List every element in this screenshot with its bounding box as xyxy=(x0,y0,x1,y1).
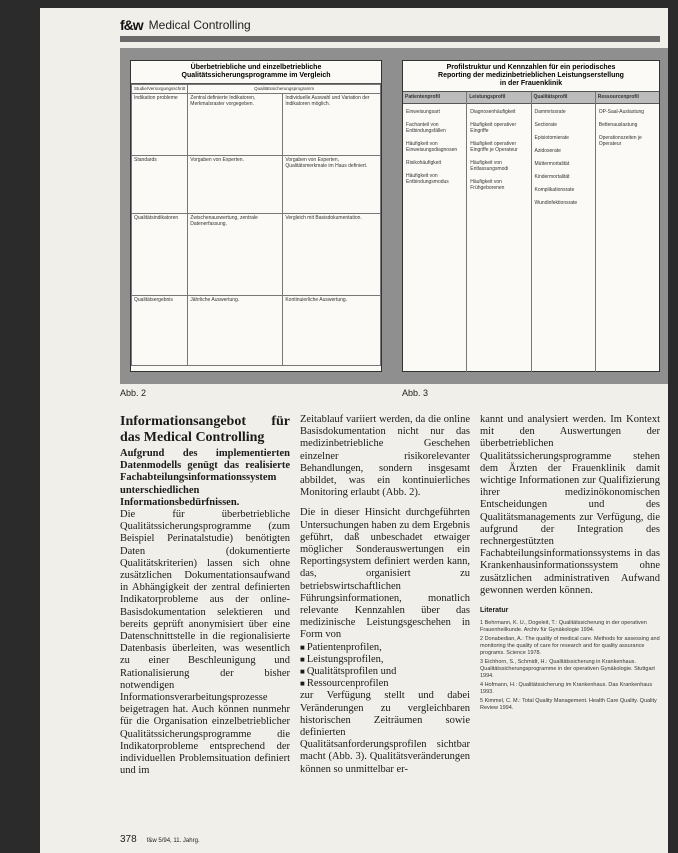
text-column-1 xyxy=(120,414,290,777)
fig2-col-header-left: Studie/Versorgungsschritt xyxy=(132,85,188,94)
list-item: Dammrissrate xyxy=(534,109,566,115)
body-paragraph: zur Verfügung stellt und dabei Veränderungen zu vergleichbaren historischen Zeiträumen sowie definierten Qualitätsanforderungsprofilen sichtbar macht (Abb. 3). Qualitätsveränderungen können so unmittelbar er- xyxy=(300,690,470,775)
body-paragraph: kannt und analysiert werden. Im Kontext mit den Auswertungen der überbetrieblichen Qualitätssicherungsprogramme stehen dem Ärzten der Frauenklinik damit wichtige Informationen zur Qualifizierung ihrer medizinökonomischen Entscheidungen und des Qualitätsmanagements zur Verfügung, die aufgrund der Integration des rechnergestützten Fachabteilungsinformationssystems in das Krankenhausinformationssystem ohne zusätzlichen administrativen Aufwand gewonnen werden können. xyxy=(480,414,660,596)
list-item: Fachanteil von Entbindungsfällen xyxy=(406,122,446,134)
list-item: Häufigkeit operativer Eingriffe xyxy=(470,122,517,134)
list-item: ■ Ressourcenprofilen xyxy=(300,678,470,690)
list-item: 4 Hofmann, H.: Qualitätssicherung im Krankenhaus. Das Krankenhaus 1993. xyxy=(480,682,653,696)
text-column-3 xyxy=(480,414,660,714)
list-item: Operationszeiten je Operateur xyxy=(598,135,642,147)
profile-column-quality: Qualitätsprofil Dammrissrate Sectiorate Episiotomierate Azidoserate Müttermortalität Kindermortalität Komplikationsrate Wundinfektionsrate xyxy=(532,92,596,372)
text-column-2 xyxy=(300,414,470,776)
body-paragraph: Die in dieser Hinsicht durchgeführten Untersuchungen haben zu dem Ergebnis geführt, daß unbeschadet etwaiger möglicher Sonderauswertungen ein Reportingsystem definiert werden kann, das, organisiert zu betriebswirtschaftlichen Führungsinformationen, monatlich relevante Kennzahlen über das medizinische Leistungsgeschehen in Form von xyxy=(300,507,470,641)
lead-paragraph: Aufgrund des implementierten Datenmodells genügt das realisierte Fachabteilungsinformationssystem unterschiedlichen Informationsbedürfnissen. xyxy=(120,448,290,508)
figure-3-columns xyxy=(403,92,659,372)
list-item: OP-Saal-Auslastung xyxy=(598,109,645,115)
page-footer xyxy=(120,834,200,845)
figure-2-title: Überbetriebliche und einzelbetriebliche Qualitätssicherungsprogramme im Vergleich xyxy=(131,61,381,84)
list-item: Häufigkeit von Entbindungsmodus xyxy=(406,173,449,185)
list-item: Kindermortalität xyxy=(534,174,570,180)
profile-column-performance: Leistungsprofil Diagnosenhäufigkeit Häufigkeit operativer Eingriffe Häufigkeit operativer Eingriffe je Operateur Häufigkeit von Entlassungsmodi Häufigkeit von Frühgeborenen xyxy=(467,92,531,372)
profile-column-patient: Patientenprofil Einweisungsart Fachanteil von Entbindungsfällen Häufigkeit von Einweisungsdiagnosen Risikohäufigkeit Häufigkeit von Entbindungsmodus xyxy=(403,92,467,372)
fig2-col-header: Qualitätssicherungsprogramm xyxy=(188,85,381,94)
table-row: Qualitätsergebnis Jährliche Auswertung. Kontinuierliche Auswertung. xyxy=(132,296,381,366)
figure-band xyxy=(120,48,668,384)
page-number: 378 xyxy=(120,834,137,845)
list-item: ■ Patientenprofilen, xyxy=(300,642,470,654)
body-paragraph: Zeitablauf variiert werden, da die online Basisdokumentation nicht nur das medizinbetriebliche Geschehen einzelner risikorelevanter Behandlungen, sondern insgesamt abbildet, was ein kontinuierliches Monitoring erlaubt (Abb. 2). xyxy=(300,414,470,499)
figure-3-title: Profilstruktur und Kennzahlen für ein periodisches Reporting der medizinbetrieblichen Leistungserstellung in der Frauenklinik xyxy=(403,61,659,92)
figure-2 xyxy=(130,60,382,372)
body-paragraph: Die für überbetriebliche Qualitätssicherungsprogramme (zum Beispiel Perinatalstudie) benötigten Daten (dokumentierte Qualitätskriterien) lassen sich ohne zusätzlichen Dokumentationsaufwand in Abhängigkeit der zentral definierten Indikatorprobleme aus der online-Basisdokumentation selektieren und bereits geprüft anonymisiert über eine Datenschnittstelle in die regionalisierte Datenbasis überleiten, was wesentlich zu einer Beschleunigung und Rationalisierung der bisher notwendigen Informationsverarbeitungsprozesse beigetragen hat. Auch können nunmehr für die Organisation einzelbetrieblicher Qualitätssicherungsprogramme die Indikatorprobleme entsprechend der individuellen Problemsituation definiert und im xyxy=(120,509,290,777)
list-item: ■ Leistungsprofilen, xyxy=(300,654,470,666)
journal-logo: f&w xyxy=(120,17,143,33)
figure-3 xyxy=(402,60,660,372)
issue-info: f&w 5/94, 11. Jahrg. xyxy=(146,838,200,844)
list-item: Azidoserate xyxy=(534,148,561,154)
list-item: 1 Behrmann, K. U., Dogeleit, T.: Qualitätssicherung in der operativen Frauenheilkunde. Archiv für Gynäkologie 1994. xyxy=(480,620,647,634)
table-row: Qualitätsindikatoren Zwischenauswertung, zentrale Datenerfassung. Vergleich mit Basisdokumentation. xyxy=(132,214,381,296)
list-item: Diagnosenhäufigkeit xyxy=(470,109,516,115)
journal-page xyxy=(40,8,668,853)
list-item: Episiotomierate xyxy=(534,135,569,141)
table-row: Indikation probleme Zentral definierte Indikatoren, Merkmalsraster vorgegeben. Individuelle Auswahl und Variation der Indikatoren möglich. xyxy=(132,94,381,156)
literature-list xyxy=(480,620,660,712)
list-item: ■ Qualitätsprofilen und xyxy=(300,666,470,678)
list-item: Häufigkeit von Frühgeborenen xyxy=(470,179,505,191)
profile-column-resource: Ressourcenprofil OP-Saal-Auslastung Bettenauslastung Operationszeiten je Operateur xyxy=(596,92,659,372)
list-item: Häufigkeit von Entlassungsmodi xyxy=(470,160,509,172)
list-item: Bettenauslastung xyxy=(598,122,638,128)
section-title: Medical Controlling xyxy=(148,18,251,32)
page-header xyxy=(120,16,251,34)
figure-3-caption: Abb. 3 xyxy=(402,388,429,398)
list-item: Risikohäufigkeit xyxy=(406,160,442,166)
list-item: 5 Kimmel, C. M.: Total Quality Management. Health Care Quality. Quality Review 1994. xyxy=(480,698,657,712)
literature-heading: Literatur xyxy=(480,607,509,615)
list-item: Einweisungsart xyxy=(406,109,440,115)
list-item: Komplikationsrate xyxy=(534,187,575,193)
list-item: 2 Donabedian, A.: The quality of medical care. Methods for assessing and monitoring the quality of care for research and for quality assurance programs. Science 1978. xyxy=(480,636,660,657)
profile-bullet-list xyxy=(300,642,470,691)
list-item: Wundinfektionsrate xyxy=(534,200,578,206)
figure-2-table xyxy=(131,84,381,366)
list-item: 3 Eichhorn, S., Schmidt, H.: Qualitätssicherung in Krankenhaus. Qualitätssicherungsprogramme in der operativen Gynäkologie. Stuttgart 1994. xyxy=(480,659,655,680)
figure-2-caption: Abb. 2 xyxy=(120,388,147,398)
list-item: Müttermortalität xyxy=(534,161,570,167)
list-item: Sectiorate xyxy=(534,122,558,128)
table-row: Standards Vorgaben von Experten. Vorgaben von Experten, Qualitätsmerkmale im Haus definiert. xyxy=(132,156,381,214)
list-item: Häufigkeit operativer Eingriffe je Operateur xyxy=(470,141,518,153)
article-heading: Informationsangebot für das Medical Controlling xyxy=(120,414,290,445)
list-item: Häufigkeit von Einweisungsdiagnosen xyxy=(406,141,458,153)
header-rule xyxy=(120,36,660,42)
